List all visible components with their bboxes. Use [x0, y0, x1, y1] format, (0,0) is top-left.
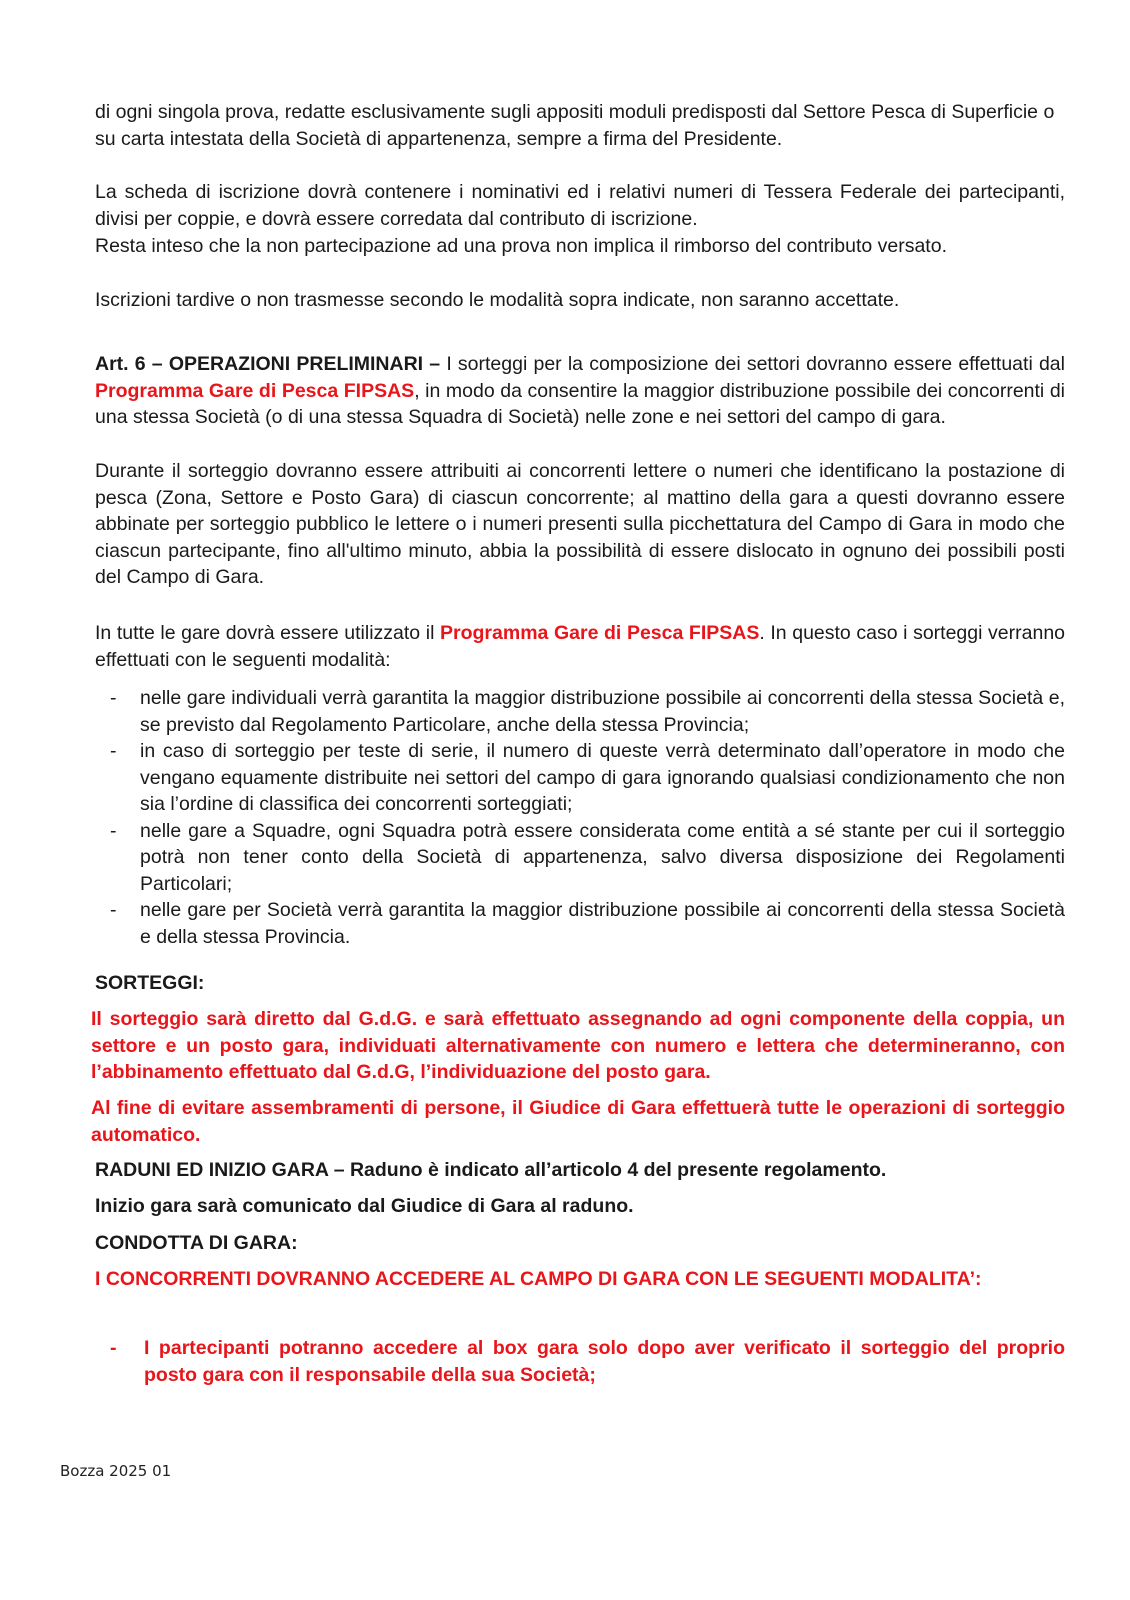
program-name-2: Programma Gare di Pesca FIPSAS — [440, 622, 760, 644]
art6-heading: Art. 6 – OPERAZIONI PRELIMINARI – — [95, 353, 441, 375]
modalita-list — [110, 685, 1065, 950]
footer-draft-label: Bozza 2025 01 — [60, 1462, 172, 1480]
bullet-dash: - — [110, 740, 117, 762]
paragraph-modalita — [95, 620, 1065, 673]
sorteggi-heading: SORTEGGI: — [95, 972, 205, 994]
paragraph-rimborso: Resta inteso che la non partecipazione ad una prova non implica il rimborso del contributo versato. — [95, 235, 947, 257]
art6-paragraph — [95, 351, 1065, 431]
condotta-heading: CONDOTTA DI GARA: — [95, 1232, 298, 1254]
list-item-text: nelle gare per Società verrà garantita la maggior distribuzione possibile ai concorrenti della stessa Società e della stessa Provincia. — [140, 899, 1065, 948]
paragraph-intro: di ogni singola prova, redatte esclusivamente sugli appositi moduli predisposti dal Settore Pesca di Superficie o su carta intestata della Società di appartenenza, sempre a firma del Presidente. — [95, 101, 1055, 150]
modalita-text-1: In tutte le gare dovrà essere utilizzato il — [95, 622, 441, 644]
art6-text-2: , in modo da consentire la maggior distribuzione possibile dei concorrenti di una stessa Società (o di una stessa Squadra di Società) nelle zone e nei settori del campo di gara. — [95, 379, 1065, 428]
art6-text-1: I sorteggi per la composizione dei settori dovranno essere effettuati dal — [440, 353, 1065, 375]
concorrenti-heading: I CONCORRENTI DOVRANNO ACCEDERE AL CAMPO DI GARA CON LE SEGUENTI MODALITA’: — [95, 1268, 982, 1290]
list-item-text: nelle gare a Squadre, ogni Squadra potrà essere considerata come entità a sé stante per cui il sorteggio potrà non tener conto della Società di appartenenza, salvo diversa disposizione dei Regolamenti Particolari; — [140, 819, 1065, 895]
art6-paragraph-2: Durante il sorteggio dovranno essere attribuiti ai concorrenti lettere o numeri che identificano la postazione di pesca (Zona, Settore e Posto Gara) di ciascun concorrente; al mattino della gara a questi dovranno essere abbinate per sorteggio pubblico le lettere o i numeri presenti sulla picchettatura del Campo di Gara in modo che ciascun partecipante, fino all'ultimo minuto, abbia la possibilità di essere dislocato in ognuno dei possibili posti del Campo di Gara. — [95, 460, 1065, 588]
list-item — [110, 1335, 1065, 1388]
list-item — [110, 818, 1065, 898]
list-item-text: nelle gare individuali verrà garantita la maggior distribuzione possibile ai concorrenti della stessa Società e, se previsto dal Regolamento Particolare, anche della stessa Provincia; — [140, 687, 1065, 736]
list-item-text: I partecipanti potranno accedere al box gara solo dopo aver verificato il sorteggio del proprio posto gara con il responsabile della sua Società; — [144, 1337, 1065, 1386]
bullet-dash: - — [110, 899, 117, 921]
list-item — [110, 738, 1065, 818]
assembramenti-paragraph: Al fine di evitare assembramenti di persone, il Giudice di Gara effettuerà tutte le operazioni di sorteggio automatico. — [91, 1097, 1065, 1146]
list-item — [110, 897, 1065, 950]
concorrenti-list — [110, 1335, 1065, 1388]
sorteggi-paragraph: Il sorteggio sarà diretto dal G.d.G. e sarà effettuato assegnando ad ogni componente della coppia, un settore e un posto gara, individuati alternativamente con numero e lettera che determineranno, con l’abbinamento effettuato dal G.d.G, l’individuazione del posto gara. — [91, 1008, 1065, 1083]
bullet-dash: - — [110, 687, 117, 709]
program-name: Programma Gare di Pesca FIPSAS — [95, 379, 415, 402]
inizio-gara-paragraph: Inizio gara sarà comunicato dal Giudice di Gara al raduno. — [95, 1195, 634, 1217]
bullet-dash: - — [110, 819, 117, 842]
list-item-text: in caso di sorteggio per teste di serie, il numero di queste verrà determinato dall’operatore in modo che vengano equamente distribuite nei settori del campo di gara ignorando qualsiasi condizionamento che non sia l’ordine di classifica dei concorrenti sorteggiati; — [140, 740, 1065, 815]
list-item — [110, 685, 1065, 738]
modalita-text-2: . In questo caso i sorteggi verranno effettuati con le seguenti modalità: — [95, 622, 1066, 671]
paragraph-scheda: La scheda di iscrizione dovrà contenere i nominativi ed i relativi numeri di Tessera Federale dei partecipanti, divisi per coppie, e dovrà essere corredata dal contributo di iscrizione. — [95, 181, 1065, 230]
paragraph-iscrizioni-tardive: Iscrizioni tardive o non trasmesse secondo le modalità sopra indicate, non saranno accettate. — [95, 289, 900, 311]
raduni-paragraph: RADUNI ED INIZIO GARA – Raduno è indicato all’articolo 4 del presente regolamento. — [95, 1159, 887, 1181]
bullet-dash: - — [110, 1337, 117, 1359]
